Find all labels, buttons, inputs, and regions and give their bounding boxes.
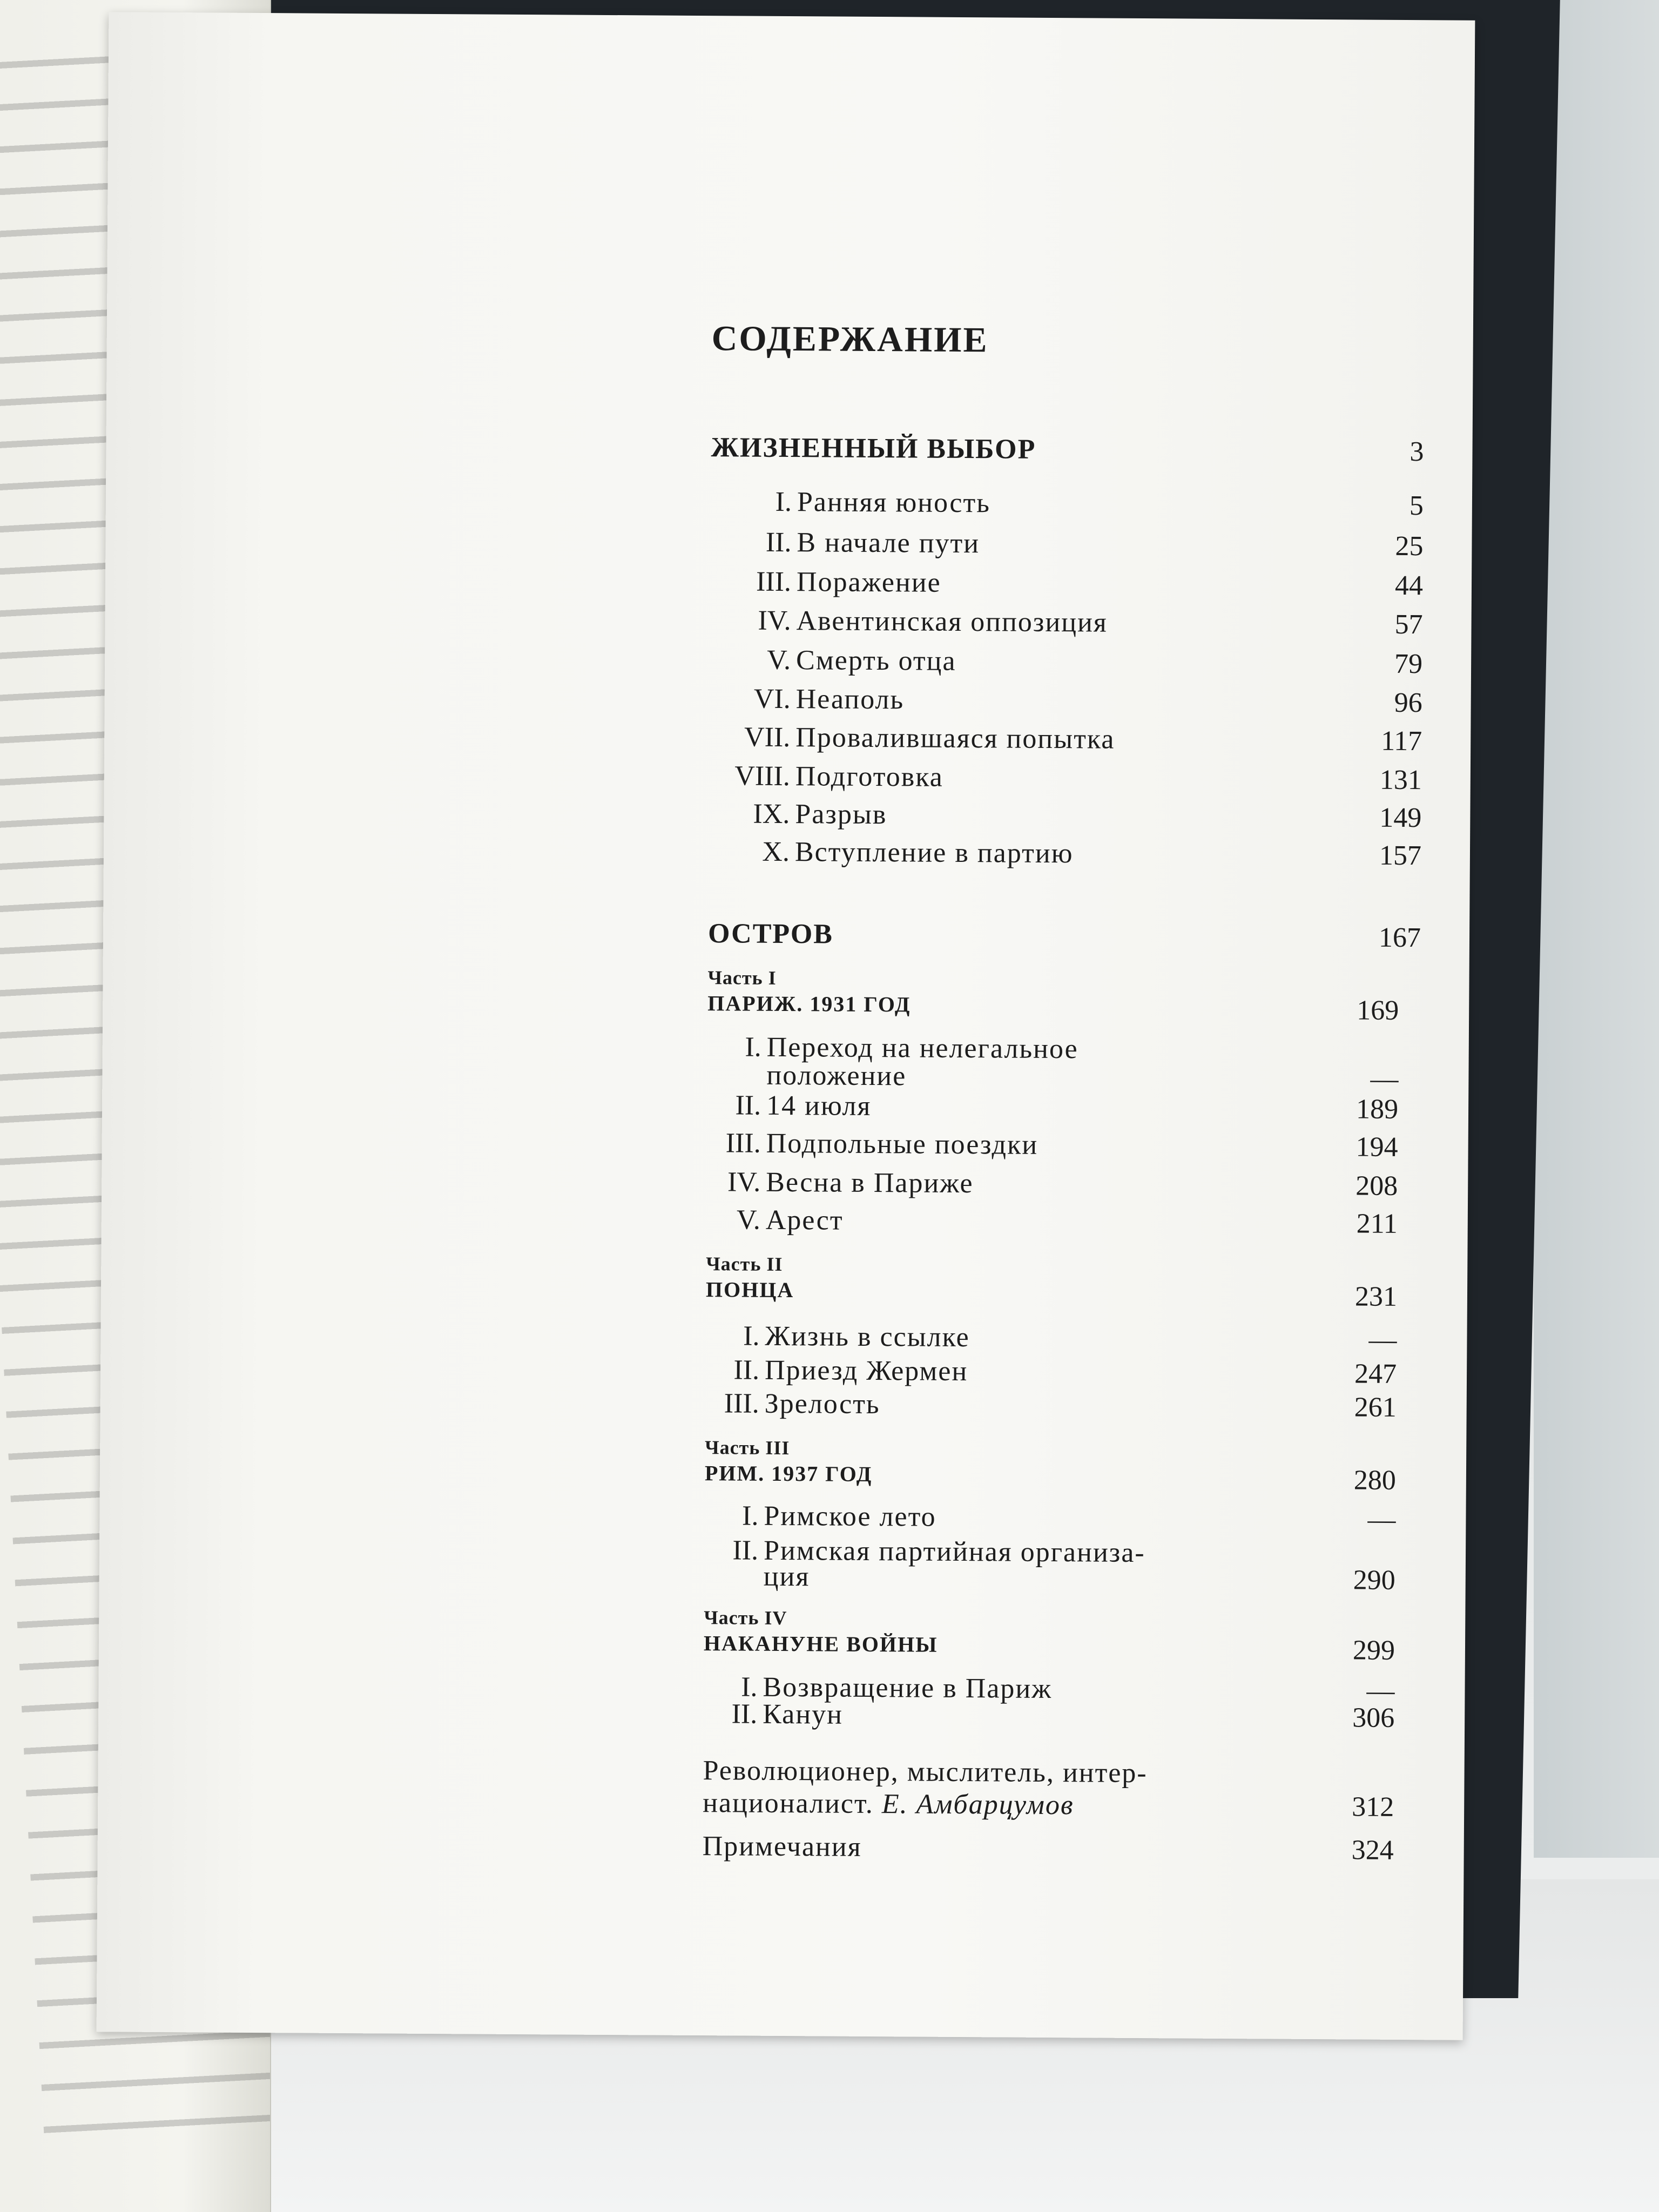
toc-entry-title: Подпольные поездки: [766, 1128, 1038, 1161]
toc-entry-row: [706, 1204, 1419, 1246]
toc-page-number: 324: [1351, 1835, 1394, 1866]
contents-page: [97, 12, 1475, 2040]
toc-entry-title: Приезд Жермен: [764, 1354, 968, 1387]
toc-entry-numeral: II.: [732, 1535, 759, 1566]
toc-entry-title: Весна в Париже: [766, 1166, 974, 1199]
toc-entry-title: РИМ. 1937 ГОД: [704, 1461, 873, 1486]
toc-entry-title: Примечания: [702, 1831, 862, 1863]
toc-entry-title: Поражение: [796, 567, 941, 598]
toc-page-number: —: [1366, 1675, 1395, 1707]
toc-section-row: [705, 1460, 1418, 1502]
toc-page-number: 131: [1379, 764, 1422, 796]
toc-entry-title: Часть IV: [704, 1607, 787, 1629]
toc-entry-row: [710, 644, 1422, 686]
toc-page-number: 44: [1394, 570, 1424, 602]
toc-entry-title: Арест: [765, 1204, 844, 1236]
toc-entry-title: Революционер, мыслитель, интер-: [703, 1755, 1148, 1789]
toc-entry-row: [709, 798, 1421, 840]
table-of-contents: [702, 318, 1425, 1866]
toc-entry-title: Часть II: [706, 1253, 783, 1275]
toc-entry-numeral: VI.: [753, 683, 791, 715]
toc-entry-title: Неаполь: [795, 684, 905, 716]
toc-entry-row: [705, 1387, 1418, 1429]
toc-entry-title: Ранняя юность: [797, 487, 991, 519]
toc-entry-title: ция: [763, 1561, 810, 1593]
toc-entry-title: Провалившаяся попытка: [795, 722, 1115, 755]
toc-entry-row: [710, 604, 1422, 646]
toc-entry-numeral: I.: [745, 1031, 761, 1063]
toc-entry-row: [706, 1166, 1419, 1208]
toc-page-number: —: [1370, 1063, 1399, 1095]
toc-entry-row: [709, 683, 1422, 725]
toc-entry-title: Часть I: [707, 967, 777, 989]
toc-entry-title: Зрелость: [764, 1388, 880, 1420]
toc-entry-numeral: III.: [724, 1388, 759, 1419]
toc-entry-title: 14 июля: [766, 1090, 872, 1122]
toc-entry-title: ЖИЗНЕННЫЙ ВЫБОР: [711, 432, 1036, 465]
toc-page-number: 261: [1354, 1392, 1397, 1423]
toc-entry-numeral: IV.: [758, 605, 791, 637]
toc-entry-numeral: I.: [741, 1500, 759, 1532]
toc-entry-numeral: II.: [733, 1354, 760, 1386]
toc-entry-title: Канун: [763, 1698, 844, 1730]
toc-entry-numeral: VIII.: [734, 760, 790, 792]
toc-entry-title: Смерть отца: [795, 645, 956, 677]
toc-title: СОДЕРЖАНИЕ: [711, 319, 989, 360]
toc-entry-title: Римское лето: [764, 1500, 936, 1533]
toc-entry-numeral: X.: [762, 836, 790, 868]
toc-page-number: 299: [1352, 1635, 1395, 1666]
toc-entry-title: положение: [766, 1060, 907, 1092]
toc-entry-title: Переход на нелегальное: [766, 1031, 1078, 1065]
toc-entry-title: Разрыв: [795, 799, 887, 831]
toc-entry-title: ПОНЦА: [705, 1277, 794, 1303]
toc-page-number: 169: [1357, 995, 1399, 1026]
toc-entry-numeral: II.: [735, 1090, 761, 1121]
toc-page-number: 194: [1355, 1131, 1398, 1163]
toc-page-number: 306: [1352, 1702, 1395, 1734]
toc-entry-row: [704, 1560, 1417, 1602]
toc-page-number: —: [1368, 1324, 1397, 1355]
toc-entry-row: [703, 1698, 1416, 1740]
toc-entry-row: [710, 526, 1423, 568]
toc-section-row: [708, 918, 1421, 960]
toc-page-number: 117: [1380, 725, 1422, 757]
toc-page-number: 157: [1379, 840, 1422, 872]
toc-page-number: 211: [1356, 1208, 1398, 1239]
toc-entry-numeral: IV.: [727, 1166, 761, 1198]
toc-page-number: 25: [1395, 530, 1424, 562]
toc-page-number: 280: [1353, 1465, 1397, 1496]
toc-entry-row: [702, 1830, 1415, 1872]
toc-page-number: 312: [1352, 1791, 1394, 1823]
toc-entry-title: Авентинская оппозиция: [796, 605, 1108, 638]
toc-section-row: [706, 1277, 1419, 1319]
toc-page-number: 5: [1409, 490, 1424, 522]
toc-page-number: 79: [1394, 648, 1423, 680]
toc-entry-numeral: VII.: [744, 721, 791, 753]
toc-entry-title: националист. Е. Амбарцумов: [703, 1788, 1074, 1821]
toc-entry-row: [707, 1089, 1420, 1131]
toc-entry-numeral: III.: [756, 566, 792, 598]
toc-entry-numeral: I.: [775, 486, 792, 518]
toc-page-number: 208: [1355, 1170, 1398, 1202]
toc-page-number: 149: [1379, 802, 1422, 834]
toc-entry-numeral: I.: [741, 1671, 758, 1703]
toc-entry-numeral: II.: [731, 1698, 758, 1730]
toc-page-number: 290: [1353, 1564, 1395, 1596]
toc-entry-title: ПАРИЖ. 1931 ГОД: [707, 991, 911, 1017]
toc-section-row: [711, 431, 1424, 474]
toc-page-number: 3: [1410, 436, 1424, 468]
toc-page-number: 247: [1354, 1358, 1397, 1390]
toc-page-number: 96: [1394, 687, 1422, 719]
toc-entry-numeral: III.: [725, 1128, 761, 1159]
toc-entry-title: Подготовка: [795, 761, 944, 793]
toc-entry-row: [709, 760, 1422, 802]
toc-entry-row: [709, 835, 1421, 878]
toc-entry-title: В начале пути: [797, 527, 980, 559]
toc-entry-numeral: V.: [767, 644, 791, 676]
toc-entry-numeral: V.: [736, 1204, 760, 1236]
toc-entry-row: [710, 565, 1423, 608]
toc-page-number: 189: [1355, 1094, 1399, 1125]
toc-entry-row: [703, 1787, 1415, 1829]
toc-section-row: [704, 1630, 1417, 1673]
toc-entry-numeral: I.: [743, 1320, 760, 1352]
toc-entry-row: [709, 721, 1422, 763]
toc-page-number: —: [1367, 1504, 1396, 1535]
toc-entry-row: [711, 485, 1424, 528]
toc-entry-title: Возвращение в Париж: [763, 1671, 1053, 1705]
toc-entry-title: Часть III: [705, 1437, 790, 1459]
toc-page-number: 167: [1378, 922, 1421, 954]
toc-entry-row: [706, 1127, 1419, 1169]
toc-page-number: 231: [1354, 1281, 1398, 1312]
toc-page-number: 57: [1394, 609, 1423, 640]
toc-entry-title: НАКАНУНЕ ВОЙНЫ: [703, 1631, 938, 1657]
toc-entry-title: Жизнь в ссылке: [765, 1320, 970, 1353]
toc-section-row: [707, 990, 1420, 1033]
toc-entry-numeral: IX.: [753, 798, 790, 830]
toc-entry-title: Вступление в партию: [794, 837, 1074, 869]
toc-entry-numeral: II.: [765, 527, 792, 558]
toc-entry-title: Римская партийная организа-: [763, 1535, 1145, 1569]
toc-entry-title: ОСТРОВ: [707, 918, 834, 950]
toc-author-name: Е. Амбарцумов: [881, 1789, 1074, 1821]
